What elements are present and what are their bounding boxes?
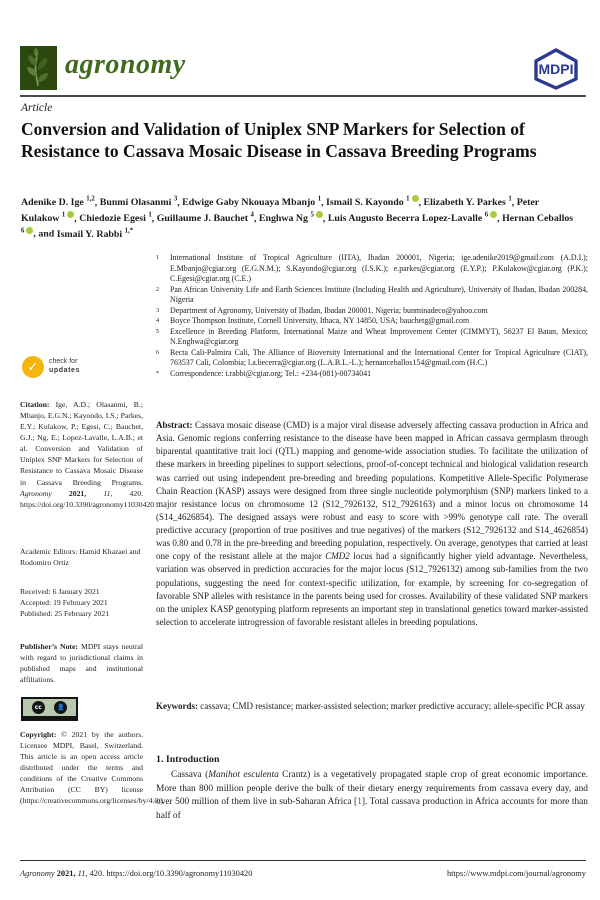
publisher-note: [20, 641, 143, 685]
page-header: [20, 46, 586, 92]
footer-volume: 11,: [75, 869, 88, 878]
paper-title: Conversion and Validation of Uniplex SNP Markers for Selection of Resistance to Cassava Mosaic Disease in Cassava Breeding Programs: [21, 119, 537, 162]
orcid-icon[interactable]: [26, 227, 33, 234]
citation-journal: Agronomy: [20, 488, 52, 498]
citation-block: [20, 399, 155, 510]
check-for-updates-label: [49, 358, 80, 376]
copyright-label: Copyright:: [20, 730, 57, 739]
author: Elizabeth Y. Parkes $^1$: [423, 196, 512, 209]
intro-text-c: ]. Total cassava production in Africa accounts for more than half of: [156, 797, 588, 821]
affiliation-number: 1: [156, 254, 160, 261]
author: Ismail S. Kayondo $^1$: [326, 197, 419, 208]
mdpi-logo-icon[interactable]: [526, 46, 586, 91]
footer-divider: [20, 860, 586, 861]
affiliation-text: Excellence in Breeding Platform, International Maize and Wheat Improvement Center (CIMMYT), 56237 El Batan, Mexico; N.Enghwa@cgiar.org: [170, 326, 588, 346]
author: Edwige Gaby Nkouaya Mbanjo $^1$: [182, 196, 322, 209]
publisher-note-text: MDPI stays neutral with regard to jurisdictional claims in published maps and institutional affiliations.: [20, 642, 143, 685]
affiliation-item: [156, 253, 588, 285]
academic-editors: Academic Editors: Hamid Khazaei and Rodomiro Ortiz: [20, 547, 141, 568]
author: Ismail Y. Rabbi $^{1,*}$: [56, 227, 134, 240]
affiliation-item: [156, 348, 588, 369]
footer-journal: Agronomy: [20, 869, 55, 878]
abstract-gene-name: CMD2: [325, 551, 350, 562]
check-updates-line2: updates: [49, 367, 81, 374]
orcid-icon[interactable]: [316, 211, 323, 218]
footer-citation: [20, 869, 252, 878]
section-heading-introduction: 1. Introduction: [156, 754, 220, 765]
citation-year: 2021,: [51, 488, 87, 498]
keywords-text: cassava; CMD resistance; marker-assisted selection; marker predictive accuracy; allele-specific PCR assay: [198, 701, 585, 711]
affiliation-text: Recta Cali-Palmira Cali, The Alliance of Bioversity International and the International Center for Tropical Agriculture (CIAT), 763537 Cali, Colombia; l.a.becerra@cgiar.org (L.A.B.L.-L.); hernanceballos154@gmail.com (H.C.): [170, 347, 588, 367]
author: Adenike D. Ige $^{1,2}$: [21, 196, 95, 209]
author: Bunmi Olasanmi $^3$: [99, 196, 178, 209]
received-date: Received: 6 January 2021: [20, 587, 100, 596]
affiliation-item: [156, 369, 588, 380]
abstract-text-b: locus had a significantly higher yield advantage. Nevertheless, variation was observed in prediction accuracies for the major locus (S12_7926132) among sub-families from the two populations, suggesting the need for context-specific utilization, for example, by screening for co-segregation of favorable SNP alleles with resistance in the parents being used for crosses. Availability of these validated SNP markers on the uniplex KASP genotyping platform represents an important step in translational genetics toward marker-assisted selection to accelerate introgression of favorable resistant alleles in breeding populations.: [156, 551, 588, 627]
affiliation-text: Correspondence: i.rabbi@cgiar.org; Tel.: +234-(081)-00734041: [170, 368, 372, 378]
journal-name: agronomy: [65, 49, 186, 80]
page-footer: [20, 869, 586, 878]
affiliation-item: [156, 306, 588, 317]
author: Enghwa Ng $^5$: [259, 213, 323, 224]
cc-icon: cc: [32, 701, 45, 714]
affiliation-number: 3: [156, 306, 160, 314]
journal-url-link[interactable]: https://www.mdpi.com/journal/agronomy: [446, 869, 586, 878]
keywords-label: Keywords:: [156, 701, 198, 711]
affiliation-text: Department of Agronomy, University of Ibadan, Ibadan 200001, Nigeria; bunminadeco@yahoo.com: [170, 305, 488, 315]
affiliation-item: [156, 316, 588, 327]
intro-text-a: Cassava (: [171, 770, 209, 780]
affiliation-number: 6: [156, 348, 160, 356]
affiliation-number: 4: [156, 317, 160, 324]
author: Chiedozie Egesi $^1$: [79, 211, 152, 224]
affiliation-item: [156, 327, 588, 348]
affiliation-list: [156, 253, 588, 379]
citation-volume: 11,: [86, 488, 113, 498]
abstract-label: Abstract:: [156, 420, 193, 430]
check-icon: [22, 356, 44, 378]
affiliation-text: International Institute of Tropical Agriculture (IITA), Ibadan 200001, Nigeria; ige.adenike2019@gmail.com (A.D.I.); E.Mbanjo@cgiar.org (E.G.N.M.); S.Kayondo@cgiar.org (I.S.K.); e.parkes@cgiar.org (E.Y.P.); P.Kulakow@cgiar.org (P.K.); C.Egesi@cgiar.org (C.E.): [170, 253, 588, 283]
orcid-icon[interactable]: [490, 211, 497, 218]
agronomy-plant-logo-icon: [20, 46, 57, 90]
citation-text: Ige, A.D.; Olasanmi, B.; Mbanjo, E.G.N.; Kayondo, I.S.; Parkes, E.Y.; Kulakow, P.; Egesi, C.; Bauchet, G.J.; Ng, E.; Lopez-Lavalle, L.A.B.; et al. Conversion and Validation of Uniplex SNP Markers for Selection of Resistance to Cassava Mosaic Disease in Cassava Breeding Programs.: [20, 400, 143, 487]
footer-year: 2021,: [54, 869, 76, 878]
article-type-label: Article: [21, 102, 53, 114]
affiliation-text: Boyce Thompson Institute, Cornell University, Ithaca, NY 14850, USA; bauchetg@gmail.com: [170, 316, 470, 325]
footer-doi: 420. https://doi.org/10.3390/agronomy11030420: [87, 869, 253, 878]
citation-label: Citation:: [20, 400, 50, 409]
keywords: [156, 700, 588, 713]
intro-text-b: Crantz) is a vegetatively propagated staple crop of great economic importance. More than 800 million people derive the bulk of their dietary energy requirements from cassava every day, and over 500 million of them live in sub-Saharan Africa [: [156, 770, 589, 808]
introduction-paragraph: [156, 769, 588, 824]
publisher-note-label: Publisher’s Note:: [20, 642, 78, 651]
citation-pages: 420.: [112, 488, 144, 498]
author-list: Adenike D. Ige $^{1,2}$, Bunmi Olasanmi $^3$, Edwige Gaby Nkouaya Mbanjo $^1$, Ismail S. Kayondo $^1$ , Elizabeth Y. Parkes $^1$, Peter Kulakow $^1$ , Chiedozie Egesi $^1$, Guillaume J. Bauchet $^4$, Enghwa Ng $^5$ , Luis Augusto Becerra Lopez-Lavalle $^6$ , Hernan Ceballos $^6$ , and Ismail Y. Rabbi $^{1,*}$: [21, 196, 574, 240]
author: Hernan Ceballos $^6$: [21, 212, 574, 235]
copyright-text: © 2021 by the authors. Licensee MDPI, Basel, Switzerland. This article is an open access article distributed under the terms and conditions of the Creative Commons Attribution (CC BY) license (https://creativecommons.org/licenses/by/4.0/).: [20, 730, 165, 806]
published-date: Published: 25 February 2021: [20, 609, 110, 619]
affiliation-number: 5: [156, 327, 160, 335]
accepted-date: Accepted: 19 February 2021: [20, 598, 108, 608]
copyright-notice: [20, 729, 165, 807]
author: Guillaume J. Bauchet $^4$: [156, 211, 254, 224]
author: Luis Augusto Becerra Lopez-Lavalle $^6$: [328, 213, 497, 224]
orcid-icon[interactable]: [67, 211, 74, 218]
abstract-text-a: Cassava mosaic disease (CMD) is a major viral disease adversely affecting cassava production in Africa and Asia. Genomic regions conferring resistance to the disease have been mapped in African cassava germplasm through biparental quantitative trait loci (QTL) mapping and genome-wide association studies. To facilitate the utilization of these markers in breeding pipelines to support selections, proof-of-concept technical and biological validation research was carried out using independent pre-breeding and breeding populations. Kompetitive Allele-Specific Polymerase Chain Reaction (KASP) assays were designed from three single nucleotide polymorphism (SNP) markers linked to a major resistance locus on chromosome 12 (S12_7926132, S12_7926163) and a minor locus on chromosome 14 (S14_4626854). The designed assays were robust and easy to score with >99% genotype call rate. The overall predictive accuracy (proportion of true positives and true negatives) of the markers (S12_7926132 and S14_4626854) was 0.80 and 0.78 in the pre-breeding and breeding population, respectively. On average, genotypes that carried at least one copy of the resistant allele at the major: [156, 420, 588, 562]
check-for-updates-badge[interactable]: [22, 356, 80, 378]
check-updates-line1: check for: [49, 358, 78, 366]
affiliation-number: 2: [156, 285, 160, 293]
svg-text:MDPI: MDPI: [538, 61, 574, 77]
header-divider: [20, 95, 586, 97]
cc-by-person-icon: 👤: [54, 701, 67, 714]
reference-1-link[interactable]: 1: [357, 797, 362, 808]
affiliation-item: [156, 285, 588, 306]
cc-by-license-badge[interactable]: [21, 697, 78, 721]
history-dates: [20, 586, 143, 619]
author: Peter Kulakow $^1$: [21, 197, 540, 224]
orcid-icon[interactable]: [412, 195, 419, 202]
affiliation-number: *: [156, 369, 160, 377]
species-name: Manihot esculenta: [208, 770, 279, 780]
abstract: [156, 419, 588, 629]
citation-doi-link[interactable]: https://doi.org/10.3390/agronomy11030420: [20, 499, 155, 509]
affiliation-text: Pan African University Life and Earth Sciences Institute (Including Health and Agriculture), University of Ibadan, Ibadan 200284, Nigeria: [170, 284, 588, 304]
